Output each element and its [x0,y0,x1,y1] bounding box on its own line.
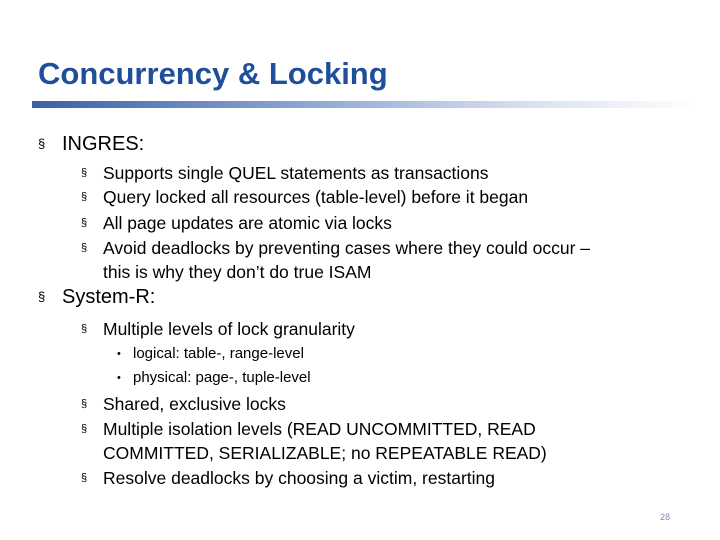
page-number: 28 [660,512,671,522]
sub-sub-bullet [117,344,304,364]
bullet-marker: • [117,372,121,384]
slide-title: Concurrency & Locking [38,56,388,91]
sub-bullet-continuation [103,442,547,464]
bullet-text: physical: page-, tuple-level [133,369,311,386]
bullet-marker: • [117,348,121,360]
sub-bullet [81,186,528,208]
title-underline [32,101,698,108]
bullet-text: Supports single QUEL statements as transactions [103,163,489,183]
bullet-marker: § [38,289,46,304]
sub-bullet [81,418,536,440]
sub-bullet [81,393,286,415]
bullet-system-r [38,284,155,310]
sub-sub-bullet [117,368,311,388]
bullet-text: Resolve deadlocks by choosing a victim, restarting [103,468,495,488]
bullet-text: All page updates are atomic via locks [103,213,392,233]
bullet-marker: § [81,242,88,254]
bullet-ingres [38,131,144,157]
bullet-text: Multiple levels of lock granularity [103,319,355,339]
bullet-text: COMMITTED, SERIALIZABLE; no REPEATABLE READ) [103,443,547,463]
sub-bullet-continuation [103,261,371,283]
bullet-marker: § [81,167,88,179]
bullet-text: Avoid deadlocks by preventing cases where they could occur – [103,238,591,258]
bullet-marker: § [81,323,88,335]
bullet-marker: § [81,472,88,484]
bullet-text: Shared, exclusive locks [103,394,286,414]
sub-bullet [81,237,590,259]
bullet-marker: § [81,423,88,435]
bullet-marker: § [81,217,88,229]
bullet-text: Multiple isolation levels (READ UNCOMMITTED, READ [103,419,536,439]
sub-bullet [81,467,495,489]
bullet-text: Query locked all resources (table-level) before it began [103,187,529,207]
bullet-marker: § [81,191,88,203]
bullet-marker: § [38,136,46,151]
bullet-text: INGRES: [62,133,145,155]
bullet-marker: § [81,398,88,410]
sub-bullet [81,162,489,184]
bullet-text: this is why they don’t do true ISAM [103,262,372,282]
bullet-text: System-R: [62,286,156,308]
sub-bullet [81,212,392,234]
sub-bullet [81,318,355,340]
bullet-text: logical: table-, range-level [133,345,304,362]
